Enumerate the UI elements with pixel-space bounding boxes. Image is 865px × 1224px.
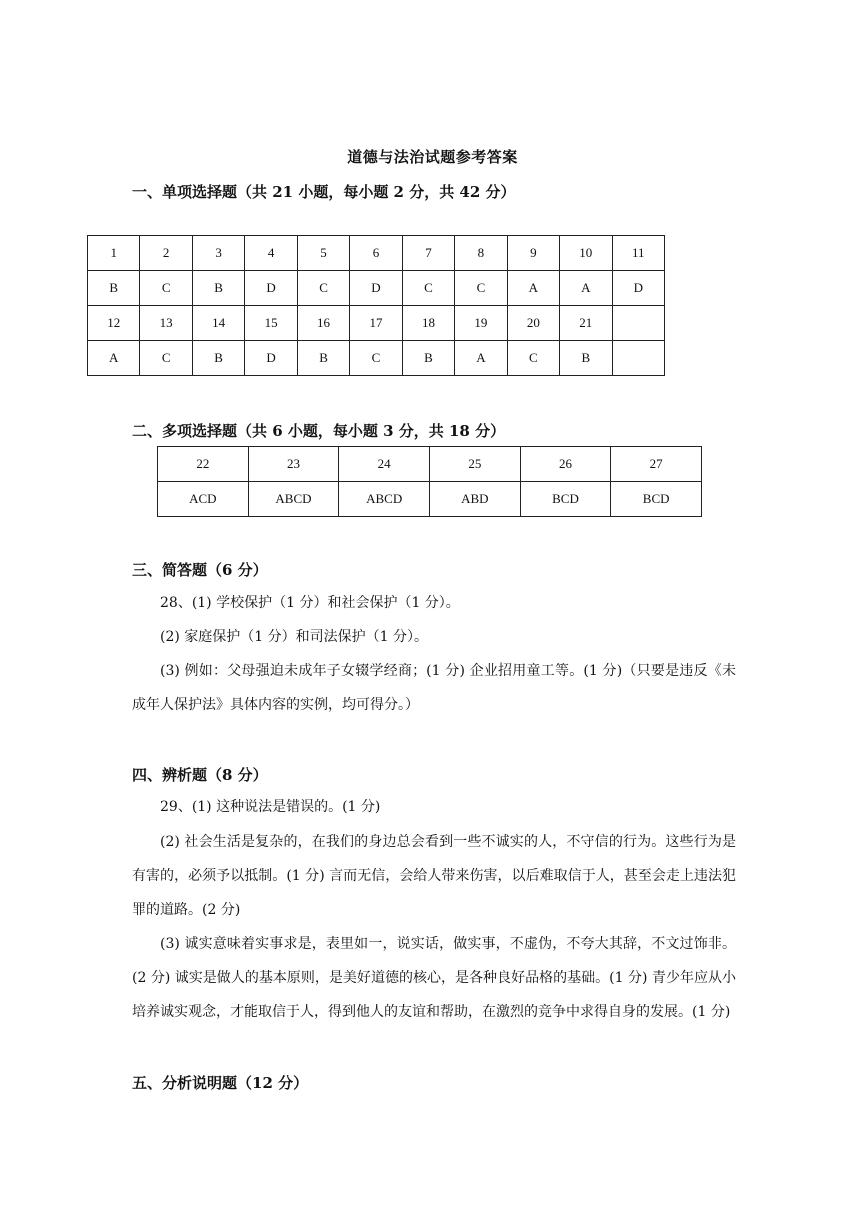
table-row [88,341,665,376]
single-choice-answer-table [87,235,665,376]
section5-heading: 五、分析说明题（12 分） [132,1074,309,1092]
table-cell: ACD [158,482,249,517]
table-cell: 19 [455,306,507,341]
table-cell: 18 [402,306,454,341]
table-cell: BCD [611,482,702,517]
table-cell: 4 [245,236,297,271]
q28-part3: (3) 例如：父母强迫未成年子女辍学经商；(1 分) 企业招用童工等。(1 分)（只要是违反《未成年人保护法》具体内容的实例，均可得分。） [132,663,736,713]
table-cell: B [560,341,612,376]
table-cell: B [297,341,349,376]
table-cell: B [192,271,244,306]
section2-heading: 二、多项选择题（共 6 小题，每小题 3 分，共 18 分） [132,422,506,440]
table-cell [612,341,664,376]
table-cell: A [507,271,559,306]
table-cell: 17 [350,306,402,341]
section3-heading: 三、简答题（6 分） [132,561,268,579]
table-cell: ABD [430,482,521,517]
table-cell: 24 [339,447,430,482]
table-row [88,236,665,271]
table-cell: 12 [88,306,140,341]
table-cell: 14 [192,306,244,341]
table-cell: 10 [560,236,612,271]
q28-part1: 28、(1) 学校保护（1 分）和社会保护（1 分）。 [160,595,460,611]
table-cell: C [140,341,192,376]
q29-part3: (3) 诚实意味着实事求是，表里如一，说实话，做实事，不虚伪，不夸大其辞，不文过饰非。(2 分) 诚实是做人的基本原则，是美好道德的核心，是各种良好品格的基础。(1 分) 青少年应从小培养诚实观念，才能取信于人，得到他人的友谊和帮助，在激烈的竞争中求得自身的发展。(1 分) [132,936,736,1020]
table-cell: ABCD [339,482,430,517]
table-cell: 1 [88,236,140,271]
table-cell: 13 [140,306,192,341]
table-cell: B [402,341,454,376]
table-cell: 5 [297,236,349,271]
table-cell: BCD [520,482,611,517]
table-cell: 16 [297,306,349,341]
table-cell: D [350,271,402,306]
multi-choice-answer-table [157,446,702,517]
table-cell: 22 [158,447,249,482]
section1-heading: 一、单项选择题（共 21 小题，每小题 2 分，共 42 分） [132,183,516,201]
table-cell: A [455,341,507,376]
table-cell: B [88,271,140,306]
table-row [158,447,702,482]
table-cell: 27 [611,447,702,482]
table-cell: D [245,341,297,376]
q28-part2: (2) 家庭保护（1 分）和司法保护（1 分）。 [160,629,428,645]
table-cell: 8 [455,236,507,271]
table-cell [612,306,664,341]
table-cell: C [350,341,402,376]
table-cell: C [455,271,507,306]
table-row [158,482,702,517]
table-cell: 21 [560,306,612,341]
table-cell: 20 [507,306,559,341]
table-cell: C [402,271,454,306]
table-cell: ABCD [248,482,339,517]
table-cell: 2 [140,236,192,271]
q29-part1: 29、(1) 这种说法是错误的。(1 分) [160,799,381,815]
table-cell: C [140,271,192,306]
table-row [88,271,665,306]
table-cell: 15 [245,306,297,341]
table-cell: C [297,271,349,306]
table-cell: 11 [612,236,664,271]
table-row [88,306,665,341]
table-cell: 25 [430,447,521,482]
q29-part2: (2) 社会生活是复杂的，在我们的身边总会看到一些不诚实的人，不守信的行为。这些行为是有害的，必须予以抵制。(1 分) 言而无信，会给人带来伤害，以后难取信于人，甚至会走上违法犯罪的道路。(2 分) [132,834,736,918]
section4-heading: 四、辨析题（8 分） [132,766,268,784]
table-cell: 3 [192,236,244,271]
table-cell: D [245,271,297,306]
table-cell: 6 [350,236,402,271]
table-cell: 26 [520,447,611,482]
table-cell: D [612,271,664,306]
table-cell: 9 [507,236,559,271]
table-cell: A [560,271,612,306]
table-cell: B [192,341,244,376]
table-cell: C [507,341,559,376]
table-cell: 7 [402,236,454,271]
table-cell: 23 [248,447,339,482]
page-title: 道德与法治试题参考答案 [347,148,518,166]
table-cell: A [88,341,140,376]
